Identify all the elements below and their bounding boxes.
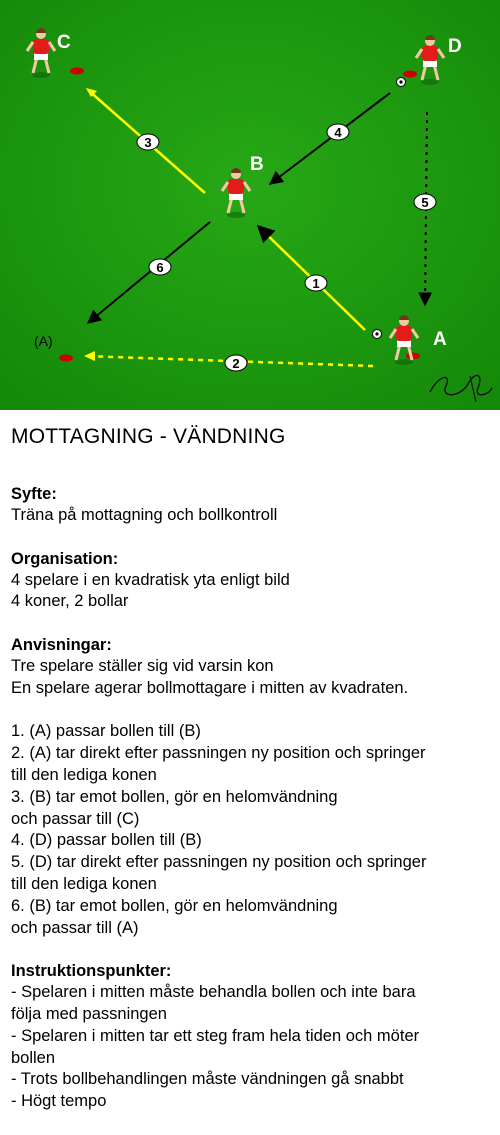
step-badge-2 <box>225 355 247 371</box>
organisation-line: 4 spelare i en kvadratisk yta enligt bild <box>11 570 290 589</box>
instruction-line: följa med passningen <box>11 1004 167 1023</box>
step-badge-5 <box>414 194 436 210</box>
step-number: 3 <box>144 135 152 150</box>
ball-d <box>397 78 406 87</box>
instruction-line: - Spelaren i mitten måste behandla bollen och inte bara <box>11 983 416 1002</box>
organisation-heading: Organisation: <box>11 549 119 568</box>
label-a: A <box>433 329 447 350</box>
step-line: och passar till (A) <box>11 918 139 937</box>
page-title: MOTTAGNING - VÄNDNING <box>11 425 286 448</box>
drill-description <box>11 424 491 1113</box>
step-number: 5 <box>421 195 429 210</box>
instruction-line: - Högt tempo <box>11 1092 107 1111</box>
step-badge-4 <box>327 124 349 140</box>
anvisningar-line: Tre spelare ställer sig vid varsin kon <box>11 656 274 675</box>
anvisningar-line: En spelare agerar bollmottagare i mitten av kvadraten. <box>11 678 409 697</box>
cone-a-target <box>59 355 73 362</box>
label-d: D <box>448 36 462 57</box>
step-number: 4 <box>334 125 342 140</box>
step-badge-6 <box>149 259 171 275</box>
ball-a <box>373 330 382 339</box>
step-line: till den lediga konen <box>11 874 157 893</box>
instruction-line: bollen <box>11 1048 56 1067</box>
step-line: och passar till (C) <box>11 809 140 828</box>
label-a-target: (A) <box>34 333 53 349</box>
cone-c <box>70 68 84 75</box>
step-line: 3. (B) tar emot bollen, gör en helomvändning <box>11 787 338 806</box>
cone-d <box>403 71 417 78</box>
organisation-line: 4 koner, 2 bollar <box>11 592 129 611</box>
instruktionspunkter-heading: Instruktionspunkter: <box>11 962 172 981</box>
step-line: 6. (B) tar emot bollen, gör en helomvändning <box>11 896 338 915</box>
step-line: 1. (A) passar bollen till (B) <box>11 722 201 741</box>
step-number: 1 <box>312 276 320 291</box>
label-c: C <box>57 32 71 53</box>
syfte-text: Träna på mottagning och bollkontroll <box>11 506 278 524</box>
step-badge-3 <box>137 134 159 150</box>
label-b: B <box>250 154 264 175</box>
step-badge-1 <box>305 275 327 291</box>
step-number: 2 <box>232 356 240 371</box>
step-number: 6 <box>156 260 164 275</box>
step-line: till den lediga konen <box>11 765 157 784</box>
anvisningar-heading: Anvisningar: <box>11 635 112 654</box>
syfte-heading: Syfte: <box>11 485 57 503</box>
step-line: 2. (A) tar direkt efter passningen ny position och springer <box>11 744 426 763</box>
drill-diagram <box>0 0 500 410</box>
instruction-line: - Trots bollbehandlingen måste vändningen gå snabbt <box>11 1070 404 1089</box>
step-line: 4. (D) passar bollen till (B) <box>11 831 202 850</box>
step-line: 5. (D) tar direkt efter passningen ny position och springer <box>11 853 427 872</box>
instruction-line: - Spelaren i mitten tar ett steg fram hela tiden och möter <box>11 1026 420 1045</box>
